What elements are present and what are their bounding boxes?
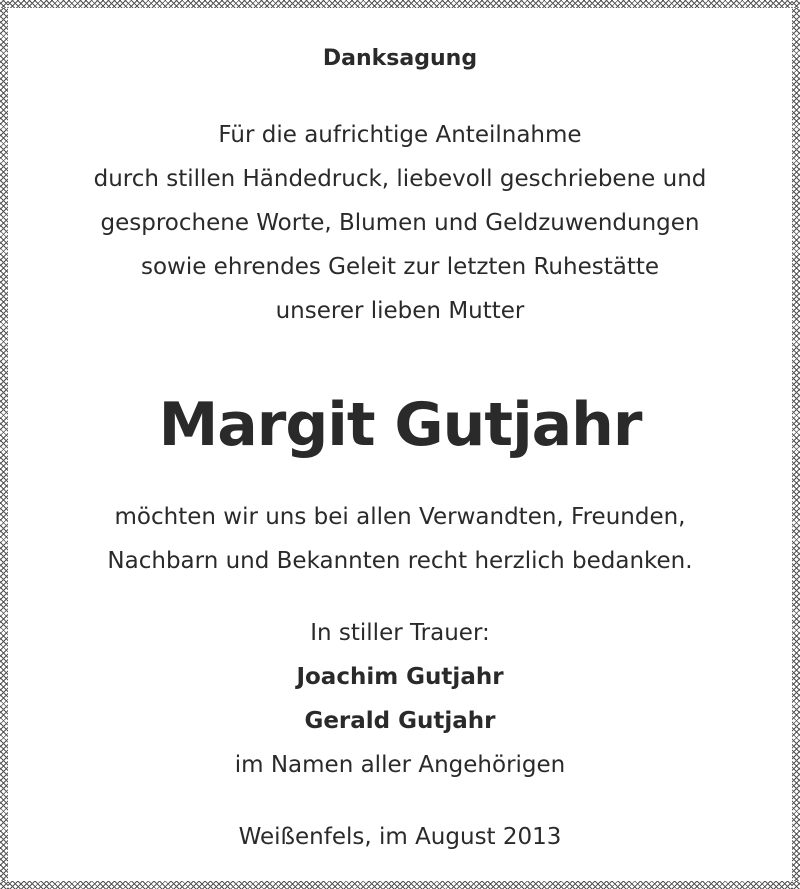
family-note: im Namen aller Angehörigen <box>234 752 566 778</box>
mourning-label: In stiller Trauer: <box>310 620 490 646</box>
place-date: Weißenfels, im August 2013 <box>238 824 562 850</box>
intro-line: unserer lieben Mutter <box>275 298 525 324</box>
obituary-notice <box>8 8 792 881</box>
intro-line: sowie ehrendes Geleit zur letzten Ruhestätte <box>140 254 660 280</box>
deceased-name: Margit Gutjahr <box>158 390 642 460</box>
notice-heading: Danksagung <box>322 46 478 71</box>
intro-line: durch stillen Händedruck, liebevoll geschriebene und <box>93 166 707 192</box>
thanks-line: Nachbarn und Bekannten recht herzlich bedanken. <box>107 548 693 574</box>
mourner-name: Gerald Gutjahr <box>304 708 496 734</box>
thanks-line: möchten wir uns bei allen Verwandten, Freunden, <box>114 504 686 530</box>
intro-line: gesprochene Worte, Blumen und Geldzuwendungen <box>100 210 700 236</box>
intro-line: Für die aufrichtige Anteilnahme <box>218 122 582 148</box>
mourner-name: Joachim Gutjahr <box>296 664 504 690</box>
